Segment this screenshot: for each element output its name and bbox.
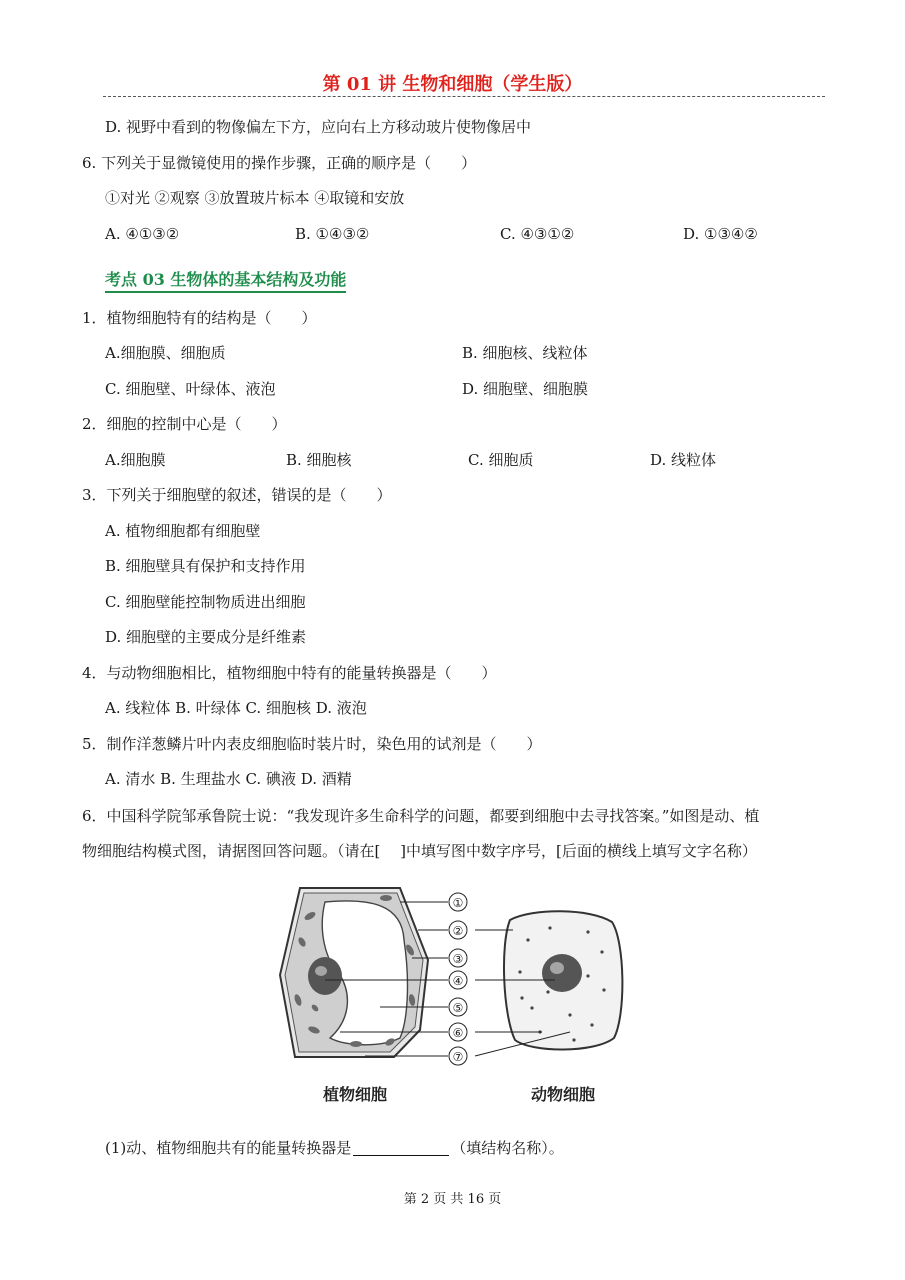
label-3: [449, 949, 467, 967]
q5-options: A. 清水 B. 生理盐水 C. 碘液 D. 酒精: [105, 770, 352, 788]
q3-option-c: C. 细胞壁能控制物质进出细胞: [105, 593, 306, 611]
section-heading: 考点 03 生物体的基本结构及功能: [105, 267, 346, 293]
q2-option-b: B. 细胞核: [286, 451, 352, 469]
q2-stem: 2．细胞的控制中心是（ ）: [82, 415, 287, 433]
q2-option-d: D. 线粒体: [650, 451, 717, 469]
q1-stem: 1．植物细胞特有的结构是（ ）: [82, 309, 317, 327]
q3-stem: 3．下列关于细胞壁的叙述，错误的是（ ）: [82, 486, 392, 504]
plant-cell-caption: 植物细胞: [322, 1085, 388, 1104]
q6-sub1-before: (1)动、植物细胞共有的能量转换器是: [105, 1139, 352, 1157]
prev-q6-option-d: D. ①③④②: [683, 225, 758, 243]
svg-text:④: ④: [452, 974, 464, 988]
prev-q6-option-b: B. ①④③②: [295, 225, 370, 243]
q6-stem-line1: 6．中国科学院邹承鲁院士说：“我发现许多生命科学的问题，都要到细胞中去寻找答案。”如图是动、植: [82, 807, 760, 825]
q3-option-d: D. 细胞壁的主要成分是纤维素: [105, 628, 307, 646]
page-title: 第 01 讲 生物和细胞（学生版）: [322, 74, 583, 95]
label-6: [449, 1023, 467, 1041]
q4-stem: 4．与动物细胞相比，植物细胞中特有的能量转换器是（ ）: [82, 664, 497, 682]
prev-q6-stem: 6. 下列关于显微镜使用的操作步骤，正确的顺序是（ ）: [82, 154, 477, 172]
q5-stem: 5．制作洋葱鳞片叶内表皮细胞临时装片时，染色用的试剂是（ ）: [82, 735, 542, 753]
q2-option-c: C. 细胞质: [468, 451, 534, 469]
diagram-labels: [449, 893, 467, 1065]
cell-structure-diagram: [270, 880, 640, 1110]
answer-blank[interactable]: [353, 1139, 449, 1156]
q1-option-d: D. 细胞壁、细胞膜: [462, 380, 589, 398]
q1-option-b: B. 细胞核、线粒体: [462, 344, 588, 362]
q3-option-b: B. 细胞壁具有保护和支持作用: [105, 557, 306, 575]
prev-q6-option-c: C. ④③①②: [500, 225, 575, 243]
label-5: [449, 998, 467, 1016]
label-4: [449, 971, 467, 989]
prev-q6-steps: ①对光 ②观察 ③放置玻片标本 ④取镜和安放: [105, 189, 405, 207]
label-7: [449, 1047, 467, 1065]
svg-text:⑤: ⑤: [452, 1001, 464, 1015]
q1-option-c: C. 细胞壁、叶绿体、液泡: [105, 380, 276, 398]
label-1: [449, 893, 467, 911]
svg-text:②: ②: [452, 924, 464, 938]
q4-options: A. 线粒体 B. 叶绿体 C. 细胞核 D. 液泡: [105, 699, 367, 717]
q6-sub1-after: （填结构名称）。: [451, 1139, 564, 1157]
animal-cell-caption: 动物细胞: [530, 1085, 596, 1104]
q1-option-a: A.细胞膜、细胞质: [105, 344, 226, 362]
svg-text:③: ③: [452, 952, 464, 966]
q3-option-a: A. 植物细胞都有细胞壁: [105, 522, 261, 540]
svg-text:⑦: ⑦: [452, 1050, 464, 1064]
page-footer: 第 2 页 共 16 页: [403, 1192, 502, 1207]
svg-text:⑥: ⑥: [452, 1026, 464, 1040]
svg-text:①: ①: [452, 896, 464, 910]
prev-q-option-d: D. 视野中看到的物像偏左下方，应向右上方移动玻片使物像居中: [105, 118, 532, 136]
q2-option-a: A.细胞膜: [105, 451, 166, 469]
prev-q6-option-a: A. ④①③②: [105, 225, 180, 243]
label-2: [449, 921, 467, 939]
header-divider: [103, 96, 825, 97]
q6-sub1: [105, 1138, 564, 1158]
q6-stem-line2: 物细胞结构模式图，请据图回答问题。（请在[ ]中填写图中数字序号，[后面的横线上填写文字名称）: [82, 842, 757, 860]
